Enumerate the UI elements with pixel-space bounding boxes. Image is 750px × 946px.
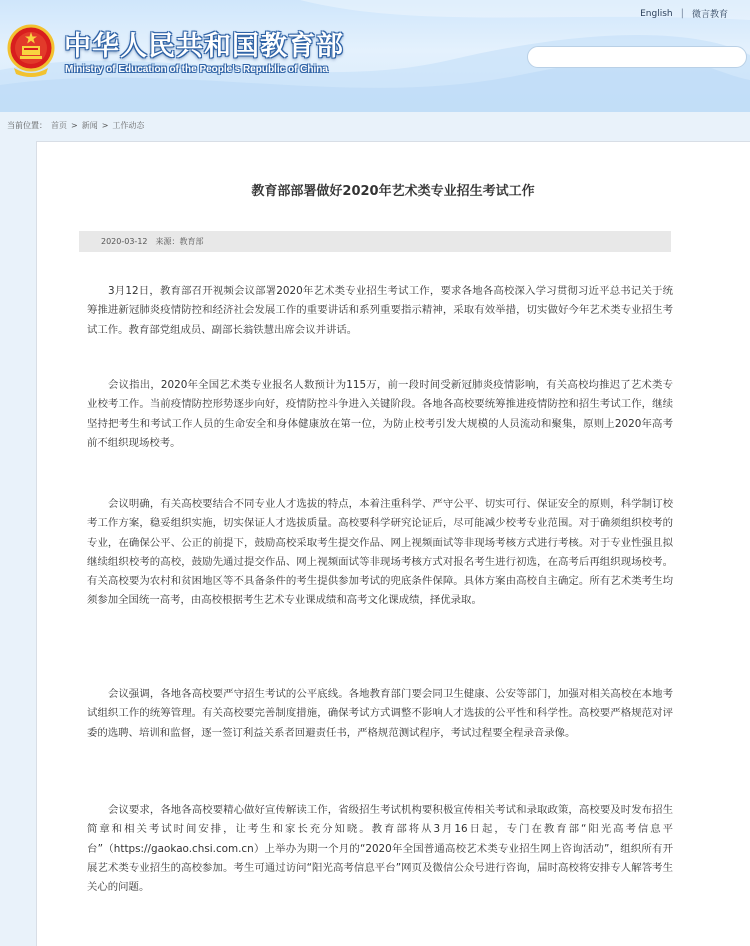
article-title: 教育部部署做好2020年艺术类专业招生考试工作 (251, 184, 535, 199)
breadcrumb-news[interactable]: 新闻 (81, 121, 98, 130)
article-paragraph: 会议指出，2020年全国艺术类专业报名人数预计为115万，前一段时间受新冠肺炎疫情影响，有关高校均推迟了艺术类专业校考工作。当前疫情防控形势逐步向好，疫情防控斗争进入关键阶段。各地各高校要统筹推进疫情防控和招生考试工作，继续坚持把考生和考试工作人员的生命安全和身体健康放在第一位，为防止校考引发大规模的人员流动和聚集，原则上2020年高考前不组织现场校考。 (87, 379, 673, 449)
article-source: 来源：教育部 (155, 237, 204, 246)
site-title: 中华人民共和国教育部 (64, 31, 344, 62)
breadcrumb (7, 120, 144, 131)
search-box (527, 46, 747, 68)
article-paragraph: 3月12日，教育部召开视频会议部署2020年艺术类专业招生考试工作，要求各地各高校深入学习贯彻习近平总书记关于统筹推进新冠肺炎疫情防控和经济社会发展工作的重要讲话和系列重要指示精神，采取有效举措，切实做好今年艺术类专业招生考试工作。教育部党组成员、副部长翁铁慧出席会议并讲话。 (87, 285, 673, 336)
breadcrumb-separator: > (71, 121, 78, 130)
breadcrumb-separator: > (101, 121, 109, 130)
breadcrumb-home[interactable]: 首页 (51, 121, 67, 130)
top-links (640, 7, 728, 20)
weiyan-link[interactable]: 微言教育 (691, 10, 728, 20)
article-container (36, 141, 750, 946)
article-date: 2020-03-12 (101, 237, 148, 246)
article-meta (79, 231, 671, 252)
article-paragraph: 会议明确，有关高校要结合不同专业人才选拔的特点，本着注重科学、严守公平、切实可行、保证安全的原则，科学制订校考工作方案，稳妥组织实施，切实保证人才选拔质量。高校要科学研究论证后，尽可能减少校考专业范围。对于确须组织校考的专业，在确保公平、公正的前提下，鼓励高校采取考生提交作品、网上视频面试等非现场考核方式进行考核。对于专业性强且拟继续组织校考的高校，鼓励先通过提交作品、网上视频面试等非现场考核方式对报名考生进行初选，在高考后再组织现场校考。有关高校要为农村和贫困地区等不具备条件的考生提供参加考试的兜底条件保障。具体方案由高校自主确定。所有艺术类考生均须参加全国统一高考，由高校根据考生艺术专业课成绩和高考文化课成绩，择优录取。 (87, 498, 673, 607)
english-link[interactable]: English (640, 8, 673, 19)
site-header (0, 0, 750, 112)
article-paragraph: 会议强调，各地各高校要严守招生考试的公平底线。各地教育部门要会同卫生健康、公安等部门，加强对相关高校在本地考试组织工作的统筹管理。有关高校要完善制度措施，确保考试方式调整不影响人才选拔的公平性和科学性。高校要严格规范对评委的选聘、培训和监督，逐一签订利益关系者回避责任书，严格规范测试程序，考试过程要全程录音录像。 (87, 688, 673, 739)
link-divider: | (680, 8, 684, 19)
breadcrumb-work-news[interactable]: 工作动态 (112, 121, 145, 130)
national-emblem-icon (6, 22, 56, 80)
search-input[interactable] (538, 50, 712, 70)
site-subtitle-english: Ministry of Education of the People's Republic of China (65, 64, 328, 75)
breadcrumb-label: 当前位置： (7, 121, 47, 130)
article-paragraph: 会议要求，各地各高校要精心做好宣传解读工作，省级招生考试机构要积极宣传相关考试和录取政策，高校要及时发布招生简章和相关考试时间安排，让考生和家长充分知晓。教育部将从3月16日起，专门在教育部“阳光高考信息平台”（https://gaokao.chsi.com.cn）上举办为期一个月的“2020年全国普通高校艺术类专业招生网上咨询活动”，组织所有开展艺术类专业招生的高校参加。考生可通过访问“阳光高考信息平台”网页及微信公众号进行咨询，届时高校将安排专人解答考生关心的问题。 (87, 804, 673, 894)
